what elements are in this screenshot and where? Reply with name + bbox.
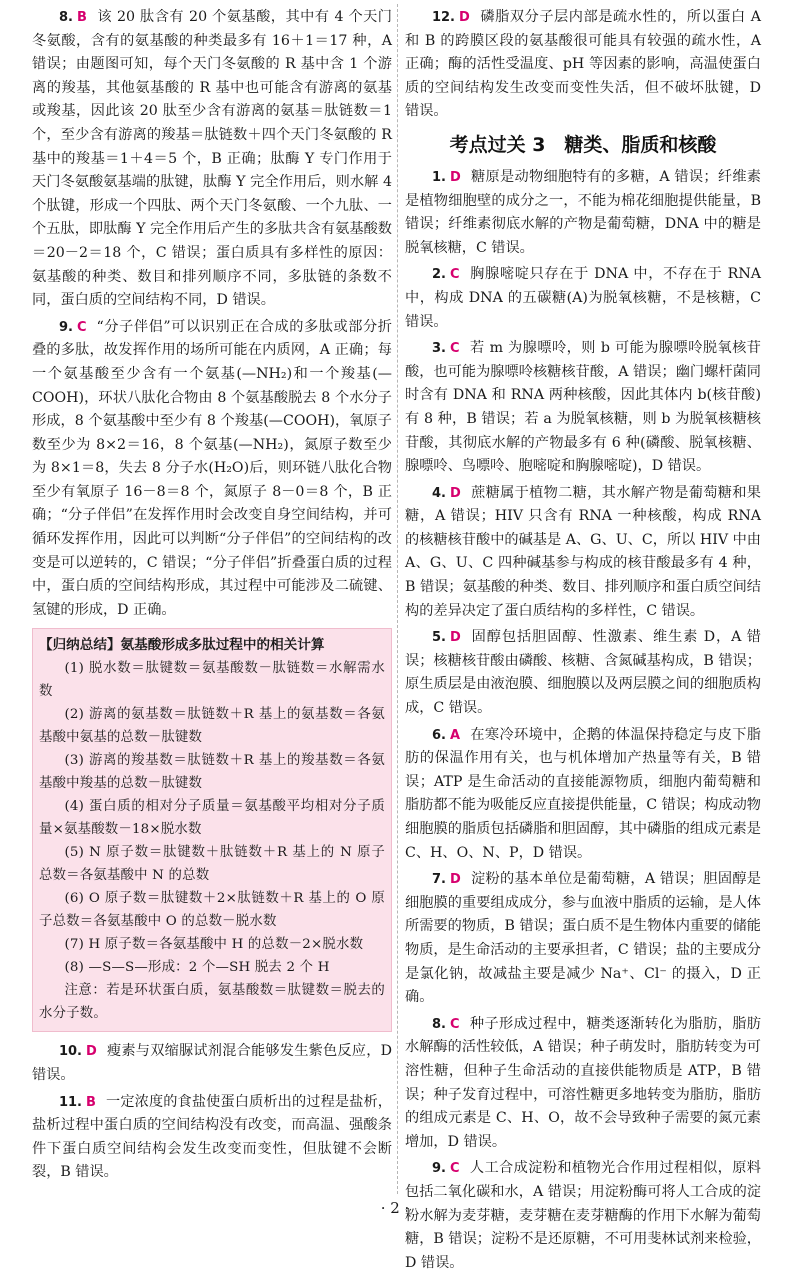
explanation-text: 在寒冷环境中，企鹅的体温保持稳定与皮下脂肪的保温作用有关，也与机体增加产热量等有关，B 错误；ATP 是生命活动的直接能源物质，细胞内葡萄糖和脂肪都不能为吸能反应直接提供能量，C 错误；构成动物细胞膜的脂质包括磷脂和胆固醇，其中磷脂的组成元素是 C、H、O、N、P，D 错误。: [405, 726, 761, 861]
question-number: 10.: [58, 1044, 82, 1060]
explanation-text: 该 20 肽含有 20 个氨基酸，其中有 4 个天门冬氨酸，含有的氨基酸的种类最多有 16＋1＝17 种，A 错误；由题图可知，每个天门冬氨酸的 R 基中含 1 个游离的羧基，其他氨基酸的 R 基中也可能含有游离的氨基或羧基，因此该 20 肽至少含有游离的氨基＝肽链数＝1 个，至少含有游离的羧基＝肽链数＋四个天门冬氨酸的 R 基中的羧基＝1＋4＝5 个，B 正确；肽酶 Y 专门作用于天门冬氨酸氨基端的肽键，肽酶 Y 完全作用后，则水解 4 个肽键，形成一个四肽、两个天门冬氨酸、一个九肽、一个五肽，即肽酶 Y 完全作用后产生的多肽共含有氨基酸数＝20－2＝18 个，C 错误；蛋白质具有多样性的原因：氨基酸的种类、数目和排列顺序不同，多肽链的条数不同，蛋白质的空间结构不同，D 错误。: [32, 9, 392, 309]
column-divider: [397, 4, 398, 1194]
question-number: 8.: [431, 1016, 446, 1032]
summary-line: (2) 游离的氨基数＝肽链数＋R 基上的氨基数＝各氨基酸中氨基的总数－肽键数: [39, 707, 385, 746]
answer-list-left: [32, 6, 392, 622]
explanation-text: 种子形成过程中，糖类逐渐转化为脂肪，脂肪水解酶的活性较低，A 错误；种子萌发时，脂肪转变为可溶性糖，但种子生命活动的直接供能物质是 ATP，B 错误；种子发育过程中，可溶性糖更多地转变为脂肪，脂肪的组成元素是 C、H、O，故不会导致种子需要的氮元素增加，D 错误。: [405, 1015, 761, 1150]
explanation-text: 人工合成淀粉和植物光合作用过程相似，原料包括二氧化碳和水，A 错误；用淀粉酶可将人工合成的淀粉水解为麦芽糖，麦芽糖在麦芽糖酶的作用下水解为葡萄糖，B 错误；淀粉不是还原糖，不可用斐林试剂来检验，D 错误。: [405, 1160, 761, 1271]
explanation-text: 若 m 为腺嘌呤，则 b 可能为腺嘌呤脱氧核苷酸，也可能为腺嘌呤核糖核苷酸，A 错误；幽门螺杆菌同时含有 DNA 和 RNA 两种核酸，因此其体内 b(核苷酸)有 8 种，B 错误；若 a 为脱氧核糖，则 b 为脱氧核糖核苷酸，其彻底水解的产物最多有 6 种(磷酸、脱氧核糖、腺嘌呤、鸟嘌呤、胞嘧啶和胸腺嘧啶)，D 错误。: [405, 340, 761, 475]
answer-letter: B: [76, 10, 87, 25]
answer-letter: C: [76, 319, 87, 335]
answer-item: [32, 6, 392, 313]
question-number: 2.: [431, 267, 446, 283]
question-number: 12.: [431, 10, 455, 25]
question-number: 5.: [431, 630, 446, 646]
explanation-text: 一定浓度的食盐使蛋白质析出的过程是盐析，盐析过程中蛋白质的空间结构没有改变，而高温、强酸条件下蛋白质空间结构会发生改变而变性，但肽键不会断裂，B 错误。: [32, 1093, 392, 1181]
summary-line: (5) N 原子数＝肽键数＋肽链数＋R 基上的 N 原子总数＝各氨基酸中 N 的总数: [39, 845, 385, 884]
summary-line: (6) O 原子数＝肽键数＋2×肽链数＋R 基上的 O 原子总数＝各氨基酸中 O 的总数－脱水数: [39, 891, 385, 930]
summary-line: (3) 游离的羧基数＝肽链数＋R 基上的羧基数＝各氨基酸中羧基的总数－肽键数: [39, 753, 385, 792]
answer-letter: B: [86, 1094, 96, 1110]
answer-item: [405, 724, 761, 866]
answer-letter: C: [449, 267, 460, 283]
answer-item: [405, 482, 761, 624]
page-number: · 2 ·: [380, 1199, 410, 1217]
answer-letter: C: [449, 1016, 460, 1032]
question-number: 9.: [58, 319, 73, 335]
explanation-text: 磷脂双分子层内部是疏水性的，所以蛋白 A 和 B 的跨膜区段的氨基酸很可能具有较强的疏水性，A 正确；酶的活性受温度、pH 等因素的影响，高温使蛋白质的空间结构发生改变而变性失活，但不破坏肽键，D 错误。: [405, 9, 761, 120]
answer-letter: D: [449, 872, 461, 888]
question-number: 11.: [58, 1094, 82, 1110]
answer-item: [32, 316, 392, 623]
explanation-text: 糖原是动物细胞特有的多糖，A 错误；纤维素是植物细胞壁的成分之一，不能为棉花细胞提供能量，B 错误；纤维素彻底水解的产物是葡萄糖，DNA 中的糖是脱氧核糖，C 错误。: [405, 168, 761, 256]
answer-letter: D: [459, 10, 470, 25]
question-number: 3.: [431, 341, 446, 357]
answer-letter: C: [449, 1161, 460, 1177]
summary-line: (4) 蛋白质的相对分子质量＝氨基酸平均相对分子质量×氨基酸数－18×脱水数: [39, 799, 385, 838]
explanation-text: 瘦素与双缩脲试剂混合能够发生紫色反应，D 错误。: [32, 1043, 392, 1084]
answer-letter: C: [449, 341, 460, 357]
answer-letter: D: [86, 1044, 97, 1060]
summary-title: 【归纳总结】氨基酸形成多肽过程中的相关计算: [39, 637, 325, 654]
answer-item: [405, 6, 761, 124]
answer-item: [32, 1040, 392, 1087]
answer-item: [32, 1091, 392, 1185]
section-title: 考点过关 3 糖类、脂质和核酸: [449, 133, 717, 156]
answer-item: [405, 263, 761, 334]
answer-letter: D: [449, 169, 461, 185]
answer-item: [405, 166, 761, 260]
answer-letter: D: [449, 485, 461, 501]
right-column: [405, 6, 761, 1278]
summary-line: (8) —S—S—形成：2 个—SH 脱去 2 个 H: [64, 960, 330, 976]
answer-letter: A: [449, 727, 461, 743]
explanation-text: “分子伴侣”可以识别正在合成的多肽或部分折叠的多肽，故发挥作用的场所可能在内质网，A 正确；每一个氨基酸至少含有一个氨基(—NH₂)和一个羧基(—COOH)，环状八肽化合物由 8 个氨基酸脱去 8 个水分子形成，8 个氨基酸中至少有 8 个羧基(—COOH)，氧原子数至少为 8×2＝16，8 个氨基(—NH₂)，氮原子数至少为 8×1＝8，失去 8 分子水(H₂O)后，则环链八肽化合物至少有氧原子 16－8＝8 个，氮原子 8－0＝8 个，B 正确；“分子伴侣”在发挥作用时会改变自身空间结构，并可循环发挥作用，因此可以判断“分子伴侣”的空间结构的改变是可以逆转的，C 错误；“分子伴侣”折叠蛋白质的过程中，蛋白质的空间结构形成，其过程中可能涉及二硫键、氢键的形成，D 正确。: [32, 318, 392, 618]
answer-item: [405, 626, 761, 720]
question-number: 8.: [58, 10, 73, 25]
question-number: 7.: [431, 872, 446, 888]
answer-item: [405, 868, 761, 1010]
summary-box: [32, 628, 392, 1032]
question-number: 9.: [431, 1161, 446, 1177]
answer-item: [405, 1013, 761, 1155]
question-number: 6.: [431, 727, 446, 743]
answer-item: [405, 337, 761, 479]
summary-line: (7) H 原子数＝各氨基酸中 H 的总数－2×脱水数: [64, 937, 364, 953]
answer-list-right-top: [405, 6, 761, 124]
left-column: [32, 6, 392, 1188]
question-number: 1.: [431, 169, 446, 185]
explanation-text: 淀粉的基本单位是葡萄糖，A 错误；胆固醇是细胞膜的重要组成成分，参与血液中脂质的运输，是人体所需要的物质，B 错误；蛋白质不是生物体内重要的储能物质，是生命活动的主要承担者，C 错误；盐的主要成分是氯化钠，故减盐主要是减少 Na⁺、Cl⁻ 的摄入，D 正确。: [405, 871, 761, 1006]
explanation-text: 固醇包括胆固醇、性激素、维生素 D，A 错误；核糖核苷酸由磷酸、核糖、含氮碱基构成，B 错误；原生质层是由液泡膜、细胞膜以及两层膜之间的细胞质构成，C 错误。: [405, 629, 761, 717]
summary-lines: [39, 657, 385, 1025]
answer-letter: D: [449, 630, 461, 646]
explanation-text: 胸腺嘧啶只存在于 DNA 中，不存在于 RNA 中，构成 DNA 的五碳糖(A)为脱氧核糖，不是核糖，C 错误。: [405, 266, 761, 330]
summary-line: 注意：若是环状蛋白质，氨基酸数＝肽键数＝脱去的水分子数。: [39, 983, 385, 1022]
answer-list-right: [405, 166, 761, 1275]
summary-line: (1) 脱水数＝肽键数＝氨基酸数－肽链数＝水解需水数: [39, 661, 385, 700]
answer-list-left-after: [32, 1040, 392, 1185]
question-number: 4.: [431, 485, 446, 501]
explanation-text: 蔗糖属于植物二糖，其水解产物是葡萄糖和果糖，A 错误；HIV 只含有 RNA 一种核酸，构成 RNA 的核糖核苷酸中的碱基是 A、G、U、C，所以 HIV 中由 A、G、U、C 四种碱基参与构成的核苷酸最多有 4 种，B 错误；氨基酸的种类、数目、排列顺序和蛋白质空间结构的差异决定了蛋白质结构的多样性，C 错误。: [405, 484, 761, 619]
